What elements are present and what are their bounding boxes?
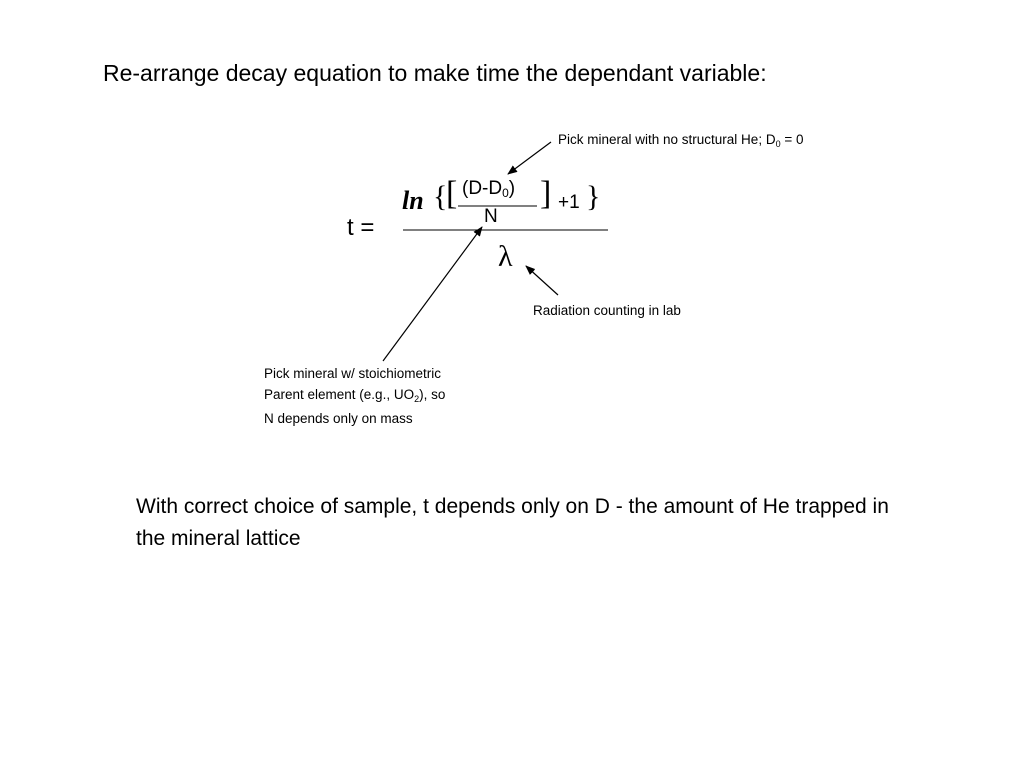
annotation-structural-he-suffix: = 0 xyxy=(780,132,804,147)
equation-close-bracket: ] xyxy=(540,175,552,212)
equation-lhs: t = xyxy=(347,214,375,241)
slide-title: Re-arrange decay equation to make time the dependant variable: xyxy=(103,60,767,86)
equation-open-bracket: [ xyxy=(446,175,458,212)
annotation-stoichiometric-line1: Pick mineral w/ stoichiometric xyxy=(264,366,442,381)
annotation-stoichiometric-line2-subscript: 2 xyxy=(414,393,420,404)
annotation-stoichiometric-line2-prefix: Parent element (e.g., UO xyxy=(264,386,415,402)
equation-open-brace: { xyxy=(433,180,448,213)
equation-plus-one: +1 xyxy=(558,192,580,213)
annotation-stoichiometric-line2-suffix: ), so xyxy=(419,386,446,402)
annotation-structural-he-subscript: 0 xyxy=(775,139,781,149)
annotation-structural-he-text: Pick mineral with no structural He; D xyxy=(558,132,776,147)
arrow-to-lambda xyxy=(526,266,558,295)
equation-inner-denominator: N xyxy=(484,206,498,227)
equation-numerator-subscript: 0 xyxy=(502,186,509,200)
annotation-radiation: Radiation counting in lab xyxy=(533,303,681,318)
arrow-to-d0 xyxy=(508,142,551,174)
equation-close-brace: } xyxy=(586,180,601,213)
arrow-to-n xyxy=(383,227,482,361)
equation-lambda: λ xyxy=(498,240,513,273)
equation-numerator-text: (D-D xyxy=(462,178,503,199)
equation-numerator-close: ) xyxy=(508,178,516,199)
annotation-stoichiometric-line3: N depends only on mass xyxy=(264,411,413,426)
conclusion-text: With correct choice of sample, t depends only on D - the amount of He trapped in the mineral lattice xyxy=(136,495,889,550)
equation-ln: ln xyxy=(402,186,424,215)
